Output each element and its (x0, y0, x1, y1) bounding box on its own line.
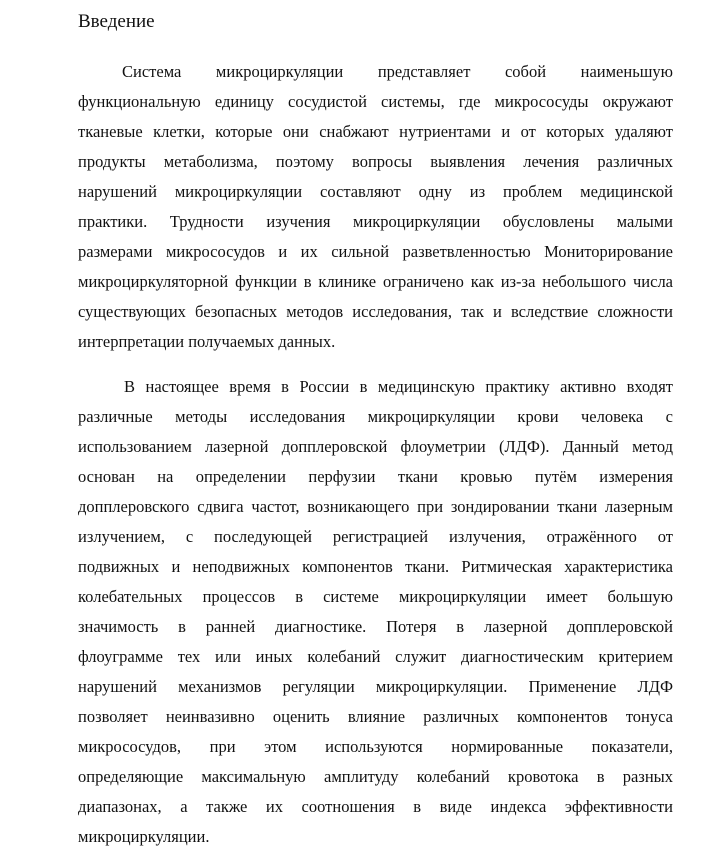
text-line: интерпретации получаемых данных. (78, 332, 336, 351)
text-line: тканевые клетки, которые они снабжают нутриентами и от которых удаляют (78, 122, 673, 141)
text-line: значимость в ранней диагностике. Потеря в лазерной допплеровской (78, 617, 673, 636)
text-line: допплеровского сдвига частот, возникающего при зондировании ткани лазерным (78, 497, 673, 516)
section-heading: Введение (78, 11, 155, 32)
text-line: Система микроциркуляции представляет собой наименьшую (122, 62, 673, 81)
text-line: диапазонах, а также их соотношения в виде индекса эффективности (78, 797, 673, 816)
text-line: функциональную единицу сосудистой системы, где микрососуды окружают (78, 92, 673, 111)
text-line: подвижных и неподвижных компонентов ткани. Ритмическая характеристика (78, 557, 673, 576)
text-line: практики. Трудности изучения микроциркуляции обусловлены малыми (78, 212, 673, 231)
text-line: определяющие максимальную амплитуду колебаний кровотока в разных (78, 767, 673, 786)
text-line: продукты метаболизма, поэтому вопросы выявления лечения различных (78, 152, 673, 171)
text-line: колебательных процессов в системе микроциркуляции имеет большую (78, 587, 673, 606)
text-line: существующих безопасных методов исследования, так и вследствие сложности (78, 302, 673, 321)
text-line: нарушений механизмов регуляции микроциркуляции. Применение ЛДФ (78, 677, 673, 696)
text-line: микроциркуляторной функции в клинике ограничено как из-за небольшого числа (78, 272, 673, 291)
text-line: основан на определении перфузии ткани кровью путём измерения (78, 467, 673, 486)
text-line: использованием лазерной допплеровской флоуметрии (ЛДФ). Данный метод (78, 437, 673, 456)
text-line: нарушений микроциркуляции составляют одну из проблем медицинской (78, 182, 673, 201)
text-line: размерами микрососудов и их сильной разветвленностью Мониторирование (78, 242, 673, 261)
text-line: В настоящее время в России в медицинскую практику активно входят (124, 377, 673, 396)
text-line: позволяет неинвазивно оценить влияние различных компонентов тонуса (78, 707, 673, 726)
paragraph-2 (78, 372, 673, 852)
text-line: микроциркуляции. (78, 827, 210, 846)
paragraph-1 (78, 57, 673, 357)
text-line: флоуграмме тех или иных колебаний служит диагностическим критерием (78, 647, 673, 666)
text-line: излучением, с последующей регистрацией излучения, отражённого от (78, 527, 673, 546)
text-line: различные методы исследования микроциркуляции крови человека с (78, 407, 673, 426)
text-line: микрососудов, при этом используются нормированные показатели, (78, 737, 673, 756)
